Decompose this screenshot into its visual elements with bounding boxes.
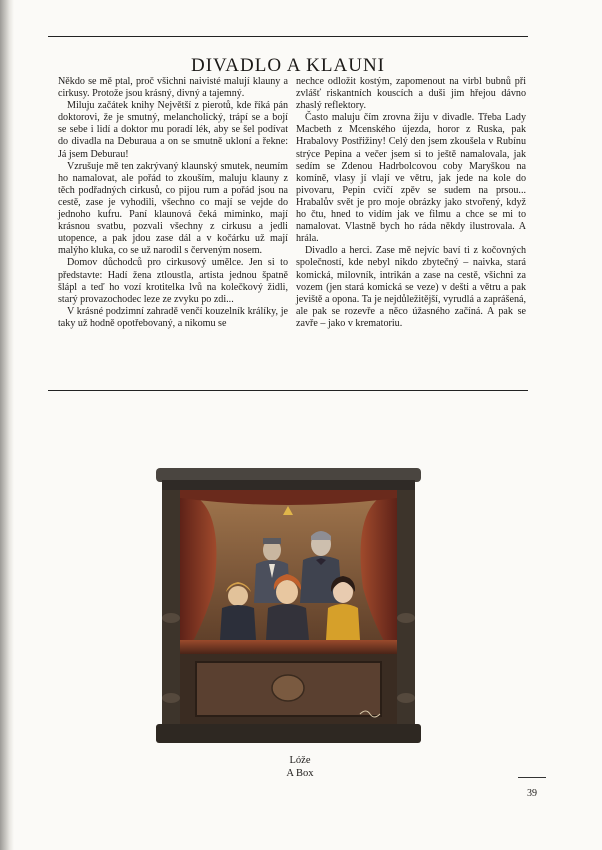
paragraph: V krásné podzimní zahradě venčí kouzelník králíky, je taky už hodně opotřebovaný, a nikomu se xyxy=(58,305,288,329)
page-number: 39 xyxy=(527,788,537,799)
top-rule xyxy=(48,36,528,37)
paragraph: Divadlo a herci. Zase mě nejvíc baví ti z kočovných společností, kde nebyl nikdo zbytečný – naivka, stará komická, milovník, intrikán a zase na cestě, všichni za vozem (jen stará komická se veze) v dešti a větru a pak jeviště a opona. Ta je nejdůležitější, vyrudlá a zaprášená, ale pak se rozevře a něco úžasného začíná. A pak se zavře – jako v krematoriu. xyxy=(296,245,526,329)
caption-czech: Lóže xyxy=(289,755,311,766)
top-cornice xyxy=(156,468,421,482)
paragraph: Vzrušuje mě ten zakrývaný klaunský smutek, neumím ho namalovat, ale pořád to zkouším, maluju klauny z těch podřadných cirkusů, co pijou rum a pořád jsou na cestě, zase je vyhodili, všechno co mají se vejde do jednoho kufru. Paní klaunová čeká miminko, mají krásnou svatbu, pozvali všechny z cirkusu a jedli utopence, a pak jdou zase dál a v kočárku už mají malýho kluka, co se už narodil s červeným nosem. xyxy=(58,160,288,257)
page-gutter-shadow xyxy=(0,0,14,850)
page-number-rule xyxy=(518,777,546,778)
base xyxy=(156,724,421,743)
left-text-column xyxy=(58,76,288,330)
section-rule xyxy=(48,390,528,391)
paragraph: Často maluju čím zrovna žiju v divadle. Třeba Lady Macbeth z Mcenského újezda, horor z Ruska, pak Hrabalovy Postřižiny! Celý den jsem zkoušela v Rubínu strýce Pepina a večer jsem si to ještě namalovala, jak sedím se Zdenou Hadrbolcovou coby Maryškou na komíně, vlasy jí vlají ve větru, jak jede na kole do pivovaru, Pepin cvičí zpěv se sudem na prsou... Hrabalův svět je pro moje obrázky jako stvořený, když ho čtu, hned to vidím jak ve filmu a chce se mi to namalovat. Vlastně bych ho ráda někdy ilustrovala. A hrála. xyxy=(296,112,526,245)
mask-ornament xyxy=(272,675,304,701)
balcony-ledge xyxy=(176,640,401,654)
paragraph: Domov důchodců pro cirkusový umělce. Jen si to představte: Hadí žena ztloustla, artista jednou špatně šlápl a teď ho vozí krotitelka lvů na kolečkový židli, starý provazochodec leze ze zvyku po zdi... xyxy=(58,257,288,305)
page-title: DIVADLO A KLAUNI xyxy=(190,54,386,76)
theatre-box-painting xyxy=(156,468,421,743)
caption-english: A Box xyxy=(286,768,314,779)
paragraph: nechce odložit kostým, zapomenout na virbl bubnů při zvlášť riskantních kouscích a duši jim hřejou dávno zhaslý reflektory. xyxy=(296,76,526,112)
paragraph: Někdo se mě ptal, proč všichni naivisté malují klauny a cirkusy. Protože jsou krásný, divný a tajemný. xyxy=(58,76,288,100)
paragraph: Miluju začátek knihy Největší z pierotů, kde říká pán doktorovi, že je smutný, melancholický, trápí se a bojí se sebe i lidí a doktor mu poradí lék, aby se šel podívat do divadla na Deburaua a on se smutně ukloní a řekne: Já jsem Deburau! xyxy=(58,100,288,160)
figure-caption xyxy=(200,754,400,780)
right-text-column xyxy=(296,76,526,330)
